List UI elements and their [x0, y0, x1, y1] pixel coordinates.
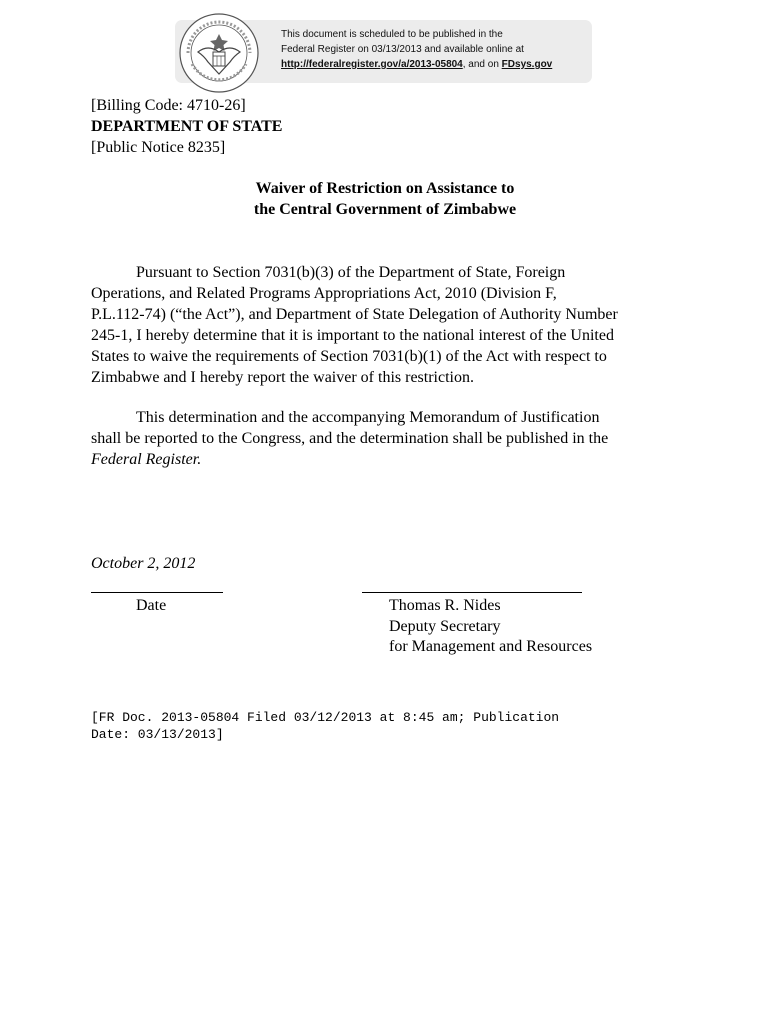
fdsys-link[interactable]: FDsys.gov [501, 59, 553, 70]
paragraph-1-line: Zimbabwe and I hereby report the waiver of this restriction. [91, 369, 474, 386]
notice-line-3 [281, 57, 552, 72]
document-title-line-2: the Central Government of Zimbabwe [253, 201, 517, 218]
notice-separator: , and on [462, 59, 502, 70]
signer-title: Deputy Secretary [389, 618, 501, 635]
paragraph-1-line: Pursuant to Section 7031(b)(3) of the Department of State, Foreign [136, 264, 566, 281]
paragraph-1-line: 245-1, I hereby determine that it is important to the national interest of the United [91, 327, 614, 344]
paragraph-1-line: Operations, and Related Programs Appropriations Act, 2010 (Division F, [91, 285, 557, 302]
signature-date: October 2, 2012 [91, 555, 196, 572]
signer-title-continued: for Management and Resources [389, 638, 593, 655]
fr-doc-line-1: [FR Doc. 2013-05804 Filed 03/12/2013 at 8:45 am; Publication [91, 710, 560, 725]
public-notice-number: [Public Notice 8235] [91, 139, 226, 156]
department-seal-icon [178, 12, 260, 94]
publication-notice [281, 27, 552, 72]
federal-register-reference: Federal Register. [91, 451, 202, 468]
official-signature-line [362, 592, 582, 593]
notice-line-2: Federal Register on 03/13/2013 and available online at [281, 44, 524, 55]
date-signature-line [91, 592, 223, 593]
federal-register-link[interactable]: http://federalregister.gov/a/2013-05804 [281, 59, 463, 70]
date-label: Date [136, 597, 167, 614]
billing-code: [Billing Code: 4710-26] [91, 97, 246, 114]
department-name: DEPARTMENT OF STATE [91, 118, 283, 135]
paragraph-2-line: This determination and the accompanying Memorandum of Justification [136, 409, 600, 426]
paragraph-2 [91, 407, 691, 470]
paragraph-1-line: P.L.112-74) (“the Act”), and Department of State Delegation of Authority Number [91, 306, 618, 323]
fr-doc-line-2: Date: 03/13/2013] [91, 727, 224, 742]
paragraph-1 [91, 262, 691, 388]
paragraph-2-line: shall be reported to the Congress, and the determination shall be published in the [91, 430, 609, 447]
document-title-line-1: Waiver of Restriction on Assistance to [255, 180, 515, 197]
signer-name: Thomas R. Nides [389, 597, 501, 614]
paragraph-1-line: States to waive the requirements of Section 7031(b)(1) of the Act with respect to [91, 348, 607, 365]
notice-line-1: This document is scheduled to be published in the [281, 29, 503, 40]
